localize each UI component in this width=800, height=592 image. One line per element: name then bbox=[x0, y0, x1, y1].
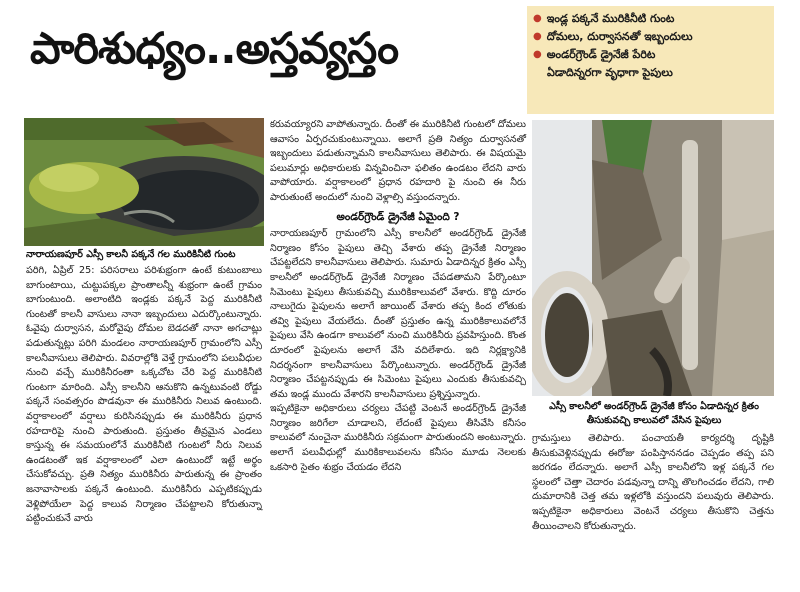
article-paragraph: కరువయ్యారని వాపోతున్నారు. దీంతో ఈ మురికినీటి గుంటలో దోమలు ఆవాసం ఏర్పరచుకుంటున్నాయి. అలాగే ప్రతి నిత్యం దుర్వాసనతో ఇబ్బందులు పడుతున్నామని కాలనీవాసులు తెలిపారు. ఈ విషయమై పలుమార్లు అధికారులకు విన్నవించినా ఫలితం ఉండటం లేదని వారు వాపోయారు. వర్షాకాలంలో ప్రధాన రహదారి పై నుంచి ఈ నీరు పారుతుంటే అందులో నుంచి వెళ్లాల్సి వస్తుందన్నారు. bbox=[270, 119, 526, 203]
drainage-photo-caption: ఎస్సీ కాలనీలో అండర్‌గ్రౌండ్ డ్రైనేజీ కోసం ఏడాదిన్నర క్రితం తీసుకువచ్చి కాలువలో వేసిన పైపులు bbox=[534, 400, 774, 428]
bullet-points-box bbox=[527, 6, 774, 114]
bullet-text: ఇండ్ల పక్కనే మురికినీటి గుంట bbox=[546, 12, 675, 25]
bullet-text: దోమలు, దుర్వాసనతో ఇబ్బందులు bbox=[546, 30, 693, 43]
pond-photo-caption: నారాయణపూర్ ఎస్సీ కాలనీ పక్కనే గల మురికినీటి గుంట bbox=[26, 248, 266, 262]
bullet-dot-icon: ● bbox=[533, 49, 542, 60]
sewage-pond-photo bbox=[24, 118, 264, 246]
drainage-pipes-photo bbox=[532, 120, 774, 396]
sewage-pond-illustration bbox=[24, 118, 264, 246]
bullet-dot-icon: ● bbox=[533, 13, 542, 24]
headline: పారిశుధ్యం..అస్తవ్యస్తం bbox=[30, 24, 399, 74]
article-subheading: అండర్‌గ్రౌండ్ డ్రైనేజీ ఏమైంది ? bbox=[336, 210, 460, 223]
bullet-item bbox=[533, 10, 768, 28]
bullet-item bbox=[533, 46, 768, 64]
headline-band bbox=[24, 6, 527, 114]
article-column-1 bbox=[26, 264, 262, 527]
bullet-text: ఏడాదిన్నరగా వృధాగా పైపులు bbox=[547, 66, 673, 79]
article-paragraph: ఇప్పటికైనా అధికారులు చర్యలు చేపట్టి వెంటనే అండర్‌గ్రౌండ్ డ్రైనేజీ నిర్మాణం జరిగేలా చూడాలని, లేదంటే పైపులు తీసివేసి కనీసం కాలువలో నుంచైనా మురికినీరు సక్రమంగా పారుతుందని అంటున్నారు. అలాగే పలువీధుల్లో మురికికాలువలను కనీసం మూడు నెలలకు ఒకసారి సైతం శుభ్రం చేయడం లేదని bbox=[270, 403, 526, 473]
bullet-continuation bbox=[533, 64, 768, 82]
article-paragraph: గ్రామస్తులు తెలిపారు. పంచాయతీ కార్యదర్శి దృష్టికి తీసుకువెళ్లినప్పుడు ఈరోజు పంపిస్తాననడం చెప్పడం తప్ప పని జరగడం లేదన్నారు. అలాగే ఎస్సీ కాలనీలోని ఇళ్ల పక్కనే గల స్థలంలో చెత్తా చెదారం పడవున్నా దాన్ని తొలగించడం లేదని, గాలి దుమారానికి చెత్త తమ ఇళ్లలోకి వస్తుందని పలువురు తెలిపారు. ఇప్పటికైనా అధికారులు వెంటనే చర్యలు తీసుకొని చెత్తను తీయించాలని కోరుతున్నారు. bbox=[532, 433, 774, 532]
drainage-pipes-illustration bbox=[532, 120, 774, 396]
bullet-item bbox=[533, 28, 768, 46]
article-column-3 bbox=[532, 432, 774, 534]
bullet-dot-icon: ● bbox=[533, 31, 542, 42]
article-paragraph: నారాయణపూర్ గ్రామంలోని ఎస్సీ కాలనీలో అండర్‌గ్రౌండ్ డ్రైనేజీ నిర్మాణం కోసం పైపులు తెచ్చి వేశారు తప్ప డ్రైనేజీ నిర్మాణం చేపట్టలేదని కాలనీవాసులు తెలిపారు. సుమారు ఏడాదిన్నర క్రితం ఎస్సీ కాలనీలో అండర్‌గ్రౌండ్ డ్రైనేజీ నిర్మాణం చేపడతామని పేర్కొంటూ సిమెంటు పైపులు తీసుకువచ్చి మురికికాలువలో వేశారు. కొద్ది దూరం నాలుగైదు పైపులను అలాగే జాయింట్ వేశారు తప్ప కింద లోతుకు తవ్వి పైపులు వేయలేదు. దీంతో ప్రస్తుతం ఉన్న మురికికాలువలోనే పైపులు వేసి ఉండగా కాలువలో నుంచి మురికినీరు ప్రవహిస్తుంది. కొంత దూరంలో పైపులను అలాగే వేసి వదిలేశారు. ఇది నిర్లక్ష్యానికి నిదర్శనంగా కాలనీవాసులు పేర్కొంటున్నారు. అండర్‌గ్రౌండ్ డ్రైనేజీ నిర్మాణం చేపట్టనప్పుడు ఈ సిమెంటు పైపులు ఎందుకు తీసుకువచ్చి తమ ఇండ్ల ముందు వేశారని కాలనీవాసులు ప్రశ్నిస్తున్నారు. bbox=[270, 228, 526, 400]
article-column-2 bbox=[270, 118, 526, 475]
bullet-text: అండర్‌గ్రౌండ్ డ్రైనేజీ పేరిట bbox=[546, 48, 656, 61]
article-paragraph: పరిగి, ఏప్రిల్ 25: పరిసరాలు పరిశుభ్రంగా ఉంటే కుటుంబాలు బాగుంటాయి, చుట్టుపక్కల ప్రాంతాలన్నీ శుభ్రంగా ఉంటే గ్రామం బాగుంటుంది. అలాంటిది ఇండ్లకు పక్కనే పెద్ద మురికినీటి గుంటతో కాలనీ వాసులు నానా ఇబ్బందులు ఎదుర్కొంటున్నారు. ఓవైపు దుర్వాసన, మరోవైపు దోమల బెడదతో నానా అగచాట్లు పడుతున్నట్లు పరిగి మండలం నారాయణపూర్ గ్రామంలోని ఎస్సీ కాలనీవాసులు తెలిపారు. వివరాల్లోకి వెళ్తే గ్రామంలోని పలువీధుల నుంచి వచ్చే మురికినీరంతా ఒక్కచోట చేరి పెద్ద మురికినీటి గుంటగా మారింది. ఎస్సీ కాలనీని ఆనుకొని ఉన్నటువంటి రోడ్డు పక్కనే సంవత్సరం పొడవునా ఈ మురికినీరు నిలువ ఉంటుంది. వర్షాకాలంలో వర్షాలు కురిసినప్పుడు ఈ మురికినీరు ప్రధాన రహదారిపై నుంచి పారుతుంది. ప్రస్తుతం తీవ్రమైన ఎండలు కాస్తున్న ఈ సమయంలోనే మురికినీటి గుంటలో నీరు నిలువ ఉండటంతో ఇక వర్షాకాలంలో ఎలా ఉంటుందో ఇట్టే అర్థం చేసుకోవచ్చు. ప్రతి నిత్యం మురికినీరు పారుతున్న ఈ ప్రాంతం జనావాసాలకు పక్కనే ఉంటుంది. మురికినీరు ఎప్పటికప్పుడు వెళ్లిపోయేలా పెద్ద కాలువ నిర్మాణం చేపట్టాలని కోరుతున్నా పట్టించుకునే వారు bbox=[26, 265, 262, 525]
